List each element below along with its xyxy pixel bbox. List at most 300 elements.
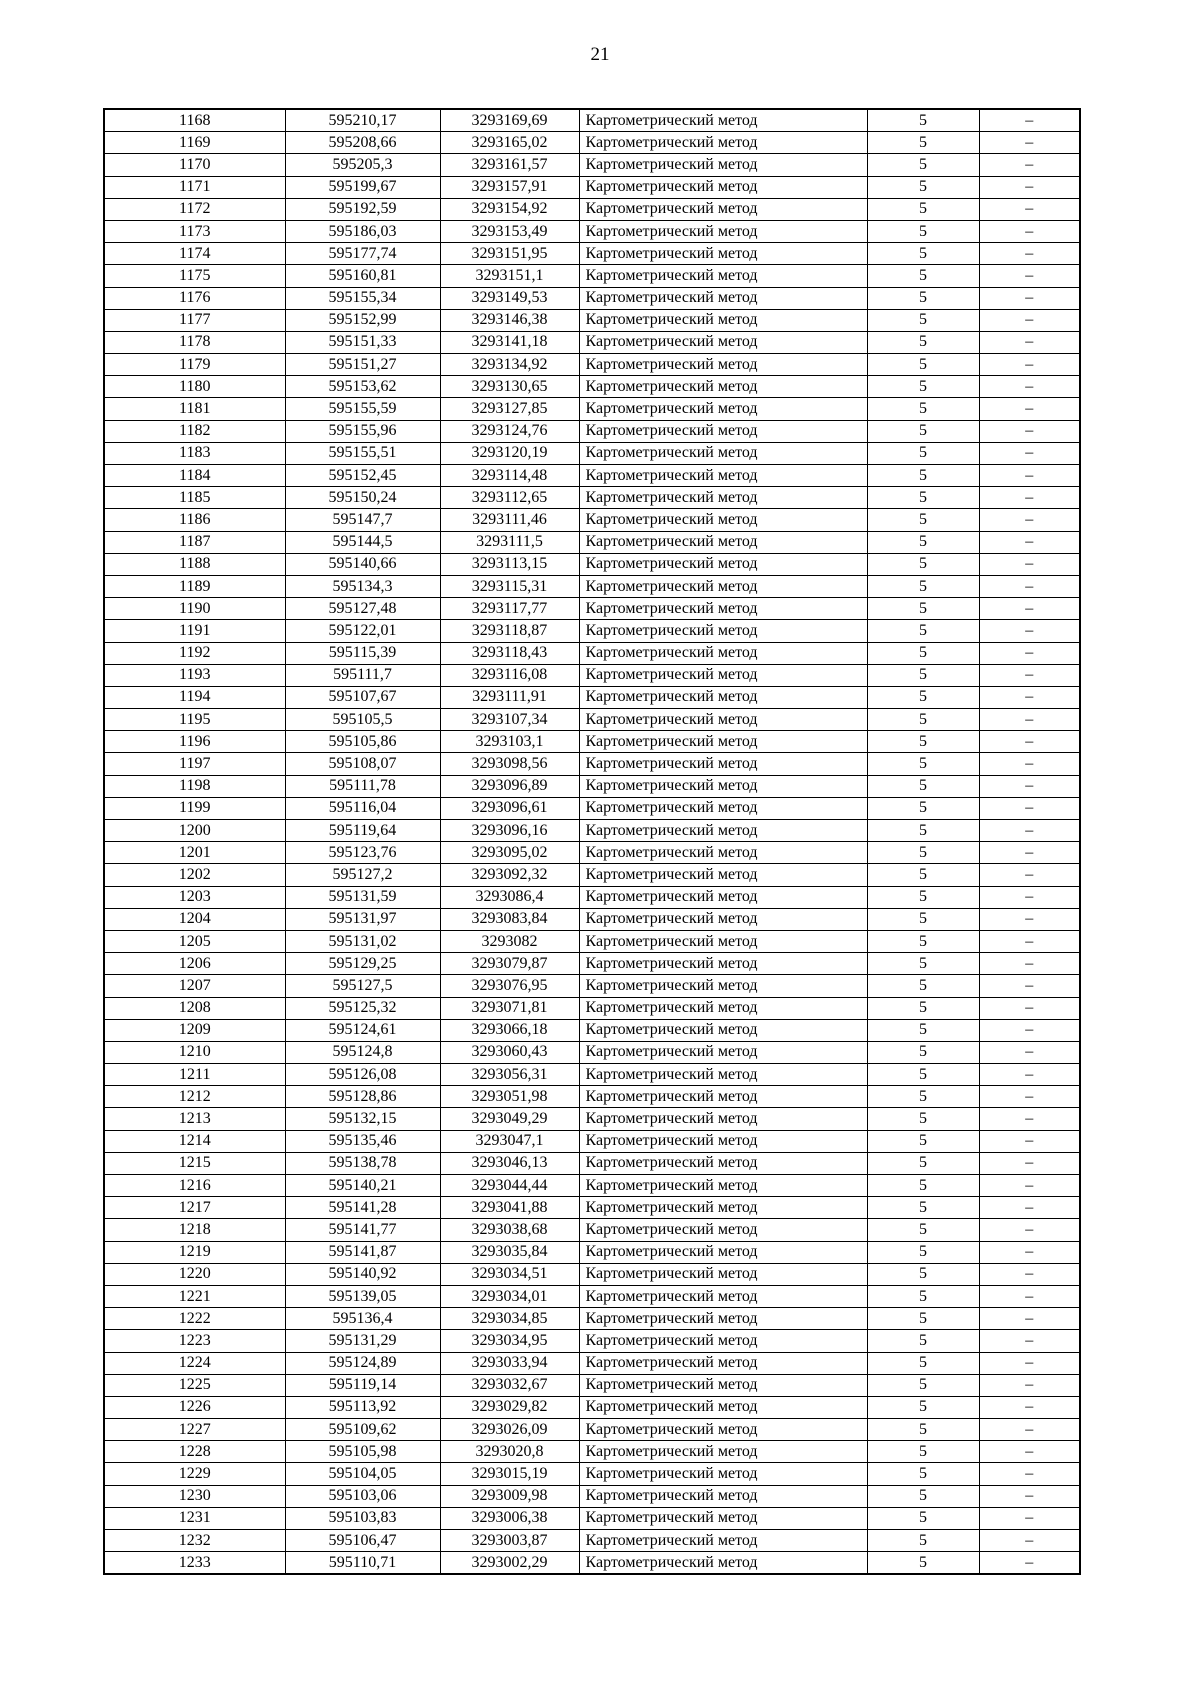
x-coordinate-cell: 595134,3 xyxy=(285,575,440,597)
dash-cell: – xyxy=(979,1175,1080,1197)
dash-cell: – xyxy=(979,642,1080,664)
y-coordinate-cell: 3293033,94 xyxy=(440,1352,579,1374)
dash-cell: – xyxy=(979,1419,1080,1441)
dash-cell: – xyxy=(979,620,1080,642)
x-coordinate-cell: 595109,62 xyxy=(285,1419,440,1441)
table-row xyxy=(104,531,1080,553)
y-coordinate-cell: 3293034,01 xyxy=(440,1285,579,1307)
method-cell: Картометрический метод xyxy=(579,331,867,353)
method-cell: Картометрический метод xyxy=(579,1463,867,1485)
y-coordinate-cell: 3293096,61 xyxy=(440,797,579,819)
method-cell: Картометрический метод xyxy=(579,842,867,864)
y-coordinate-cell: 3293107,34 xyxy=(440,709,579,731)
table-row xyxy=(104,575,1080,597)
dash-cell: – xyxy=(979,309,1080,331)
accuracy-cell: 5 xyxy=(867,1485,979,1507)
x-coordinate-cell: 595135,46 xyxy=(285,1130,440,1152)
point-number-cell: 1173 xyxy=(104,220,285,242)
x-coordinate-cell: 595210,17 xyxy=(285,109,440,132)
point-number-cell: 1178 xyxy=(104,331,285,353)
dash-cell: – xyxy=(979,1019,1080,1041)
point-number-cell: 1205 xyxy=(104,930,285,952)
y-coordinate-cell: 3293113,15 xyxy=(440,553,579,575)
dash-cell: – xyxy=(979,1041,1080,1063)
accuracy-cell: 5 xyxy=(867,1530,979,1552)
point-number-cell: 1196 xyxy=(104,731,285,753)
point-number-cell: 1225 xyxy=(104,1374,285,1396)
method-cell: Картометрический метод xyxy=(579,243,867,265)
coordinates-table xyxy=(103,108,1081,1575)
table-row xyxy=(104,686,1080,708)
dash-cell: – xyxy=(979,575,1080,597)
table-row xyxy=(104,309,1080,331)
accuracy-cell: 5 xyxy=(867,820,979,842)
y-coordinate-cell: 3293153,49 xyxy=(440,220,579,242)
accuracy-cell: 5 xyxy=(867,1330,979,1352)
accuracy-cell: 5 xyxy=(867,575,979,597)
x-coordinate-cell: 595119,14 xyxy=(285,1374,440,1396)
y-coordinate-cell: 3293118,43 xyxy=(440,642,579,664)
method-cell: Картометрический метод xyxy=(579,398,867,420)
dash-cell: – xyxy=(979,1308,1080,1330)
accuracy-cell: 5 xyxy=(867,354,979,376)
x-coordinate-cell: 595155,34 xyxy=(285,287,440,309)
accuracy-cell: 5 xyxy=(867,487,979,509)
y-coordinate-cell: 3293035,84 xyxy=(440,1241,579,1263)
point-number-cell: 1208 xyxy=(104,997,285,1019)
table-row xyxy=(104,864,1080,886)
table-row xyxy=(104,553,1080,575)
x-coordinate-cell: 595108,07 xyxy=(285,753,440,775)
method-cell: Картометрический метод xyxy=(579,265,867,287)
method-cell: Картометрический метод xyxy=(579,953,867,975)
method-cell: Картометрический метод xyxy=(579,1552,867,1575)
point-number-cell: 1185 xyxy=(104,487,285,509)
dash-cell: – xyxy=(979,1263,1080,1285)
point-number-cell: 1222 xyxy=(104,1308,285,1330)
dash-cell: – xyxy=(979,1396,1080,1418)
table-row xyxy=(104,1086,1080,1108)
accuracy-cell: 5 xyxy=(867,176,979,198)
dash-cell: – xyxy=(979,1219,1080,1241)
y-coordinate-cell: 3293118,87 xyxy=(440,620,579,642)
table-row xyxy=(104,376,1080,398)
dash-cell: – xyxy=(979,1197,1080,1219)
table-row xyxy=(104,775,1080,797)
dash-cell: – xyxy=(979,1507,1080,1529)
dash-cell: – xyxy=(979,354,1080,376)
point-number-cell: 1197 xyxy=(104,753,285,775)
y-coordinate-cell: 3293165,02 xyxy=(440,132,579,154)
dash-cell: – xyxy=(979,265,1080,287)
x-coordinate-cell: 595105,5 xyxy=(285,709,440,731)
point-number-cell: 1211 xyxy=(104,1064,285,1086)
point-number-cell: 1180 xyxy=(104,376,285,398)
dash-cell: – xyxy=(979,1130,1080,1152)
accuracy-cell: 5 xyxy=(867,642,979,664)
y-coordinate-cell: 3293009,98 xyxy=(440,1485,579,1507)
dash-cell: – xyxy=(979,908,1080,930)
table-row xyxy=(104,709,1080,731)
table-row xyxy=(104,1241,1080,1263)
x-coordinate-cell: 595138,78 xyxy=(285,1152,440,1174)
point-number-cell: 1217 xyxy=(104,1197,285,1219)
method-cell: Картометрический метод xyxy=(579,797,867,819)
accuracy-cell: 5 xyxy=(867,132,979,154)
y-coordinate-cell: 3293096,89 xyxy=(440,775,579,797)
dash-cell: – xyxy=(979,1285,1080,1307)
x-coordinate-cell: 595122,01 xyxy=(285,620,440,642)
y-coordinate-cell: 3293038,68 xyxy=(440,1219,579,1241)
table-row xyxy=(104,1530,1080,1552)
table-row xyxy=(104,1396,1080,1418)
method-cell: Картометрический метод xyxy=(579,731,867,753)
accuracy-cell: 5 xyxy=(867,1396,979,1418)
accuracy-cell: 5 xyxy=(867,1419,979,1441)
accuracy-cell: 5 xyxy=(867,331,979,353)
point-number-cell: 1203 xyxy=(104,886,285,908)
y-coordinate-cell: 3293079,87 xyxy=(440,953,579,975)
y-coordinate-cell: 3293044,44 xyxy=(440,1175,579,1197)
method-cell: Картометрический метод xyxy=(579,154,867,176)
point-number-cell: 1202 xyxy=(104,864,285,886)
method-cell: Картометрический метод xyxy=(579,1374,867,1396)
y-coordinate-cell: 3293130,65 xyxy=(440,376,579,398)
accuracy-cell: 5 xyxy=(867,731,979,753)
table-row xyxy=(104,509,1080,531)
dash-cell: – xyxy=(979,442,1080,464)
table-row xyxy=(104,886,1080,908)
x-coordinate-cell: 595113,92 xyxy=(285,1396,440,1418)
table-row xyxy=(104,753,1080,775)
x-coordinate-cell: 595177,74 xyxy=(285,243,440,265)
method-cell: Картометрический метод xyxy=(579,975,867,997)
table-row xyxy=(104,620,1080,642)
accuracy-cell: 5 xyxy=(867,1441,979,1463)
dash-cell: – xyxy=(979,176,1080,198)
x-coordinate-cell: 595152,99 xyxy=(285,309,440,331)
method-cell: Картометрический метод xyxy=(579,1419,867,1441)
method-cell: Картометрический метод xyxy=(579,109,867,132)
method-cell: Картометрический метод xyxy=(579,309,867,331)
y-coordinate-cell: 3293098,56 xyxy=(440,753,579,775)
table-row xyxy=(104,420,1080,442)
dash-cell: – xyxy=(979,553,1080,575)
table-row xyxy=(104,975,1080,997)
table-row xyxy=(104,842,1080,864)
y-coordinate-cell: 3293003,87 xyxy=(440,1530,579,1552)
dash-cell: – xyxy=(979,487,1080,509)
accuracy-cell: 5 xyxy=(867,287,979,309)
accuracy-cell: 5 xyxy=(867,1263,979,1285)
x-coordinate-cell: 595104,05 xyxy=(285,1463,440,1485)
x-coordinate-cell: 595107,67 xyxy=(285,686,440,708)
dash-cell: – xyxy=(979,930,1080,952)
table-row xyxy=(104,642,1080,664)
table-row xyxy=(104,930,1080,952)
accuracy-cell: 5 xyxy=(867,465,979,487)
method-cell: Картометрический метод xyxy=(579,620,867,642)
table-row xyxy=(104,1064,1080,1086)
dash-cell: – xyxy=(979,1086,1080,1108)
y-coordinate-cell: 3293149,53 xyxy=(440,287,579,309)
table-row xyxy=(104,664,1080,686)
method-cell: Картометрический метод xyxy=(579,553,867,575)
dash-cell: – xyxy=(979,709,1080,731)
point-number-cell: 1209 xyxy=(104,1019,285,1041)
dash-cell: – xyxy=(979,1530,1080,1552)
x-coordinate-cell: 595131,97 xyxy=(285,908,440,930)
dash-cell: – xyxy=(979,220,1080,242)
point-number-cell: 1174 xyxy=(104,243,285,265)
x-coordinate-cell: 595124,8 xyxy=(285,1041,440,1063)
y-coordinate-cell: 3293034,85 xyxy=(440,1308,579,1330)
y-coordinate-cell: 3293049,29 xyxy=(440,1108,579,1130)
method-cell: Картометрический метод xyxy=(579,1530,867,1552)
point-number-cell: 1171 xyxy=(104,176,285,198)
y-coordinate-cell: 3293116,08 xyxy=(440,664,579,686)
dash-cell: – xyxy=(979,1485,1080,1507)
accuracy-cell: 5 xyxy=(867,1152,979,1174)
table-row xyxy=(104,1419,1080,1441)
y-coordinate-cell: 3293151,95 xyxy=(440,243,579,265)
y-coordinate-cell: 3293095,02 xyxy=(440,842,579,864)
table-row xyxy=(104,1441,1080,1463)
dash-cell: – xyxy=(979,287,1080,309)
table-row xyxy=(104,198,1080,220)
point-number-cell: 1184 xyxy=(104,465,285,487)
dash-cell: – xyxy=(979,820,1080,842)
point-number-cell: 1227 xyxy=(104,1419,285,1441)
point-number-cell: 1229 xyxy=(104,1463,285,1485)
accuracy-cell: 5 xyxy=(867,442,979,464)
method-cell: Картометрический метод xyxy=(579,1330,867,1352)
y-coordinate-cell: 3293114,48 xyxy=(440,465,579,487)
method-cell: Картометрический метод xyxy=(579,886,867,908)
accuracy-cell: 5 xyxy=(867,1352,979,1374)
accuracy-cell: 5 xyxy=(867,930,979,952)
y-coordinate-cell: 3293006,38 xyxy=(440,1507,579,1529)
x-coordinate-cell: 595205,3 xyxy=(285,154,440,176)
dash-cell: – xyxy=(979,109,1080,132)
accuracy-cell: 5 xyxy=(867,842,979,864)
x-coordinate-cell: 595153,62 xyxy=(285,376,440,398)
method-cell: Картометрический метод xyxy=(579,287,867,309)
point-number-cell: 1223 xyxy=(104,1330,285,1352)
y-coordinate-cell: 3293002,29 xyxy=(440,1552,579,1575)
x-coordinate-cell: 595131,02 xyxy=(285,930,440,952)
accuracy-cell: 5 xyxy=(867,709,979,731)
y-coordinate-cell: 3293134,92 xyxy=(440,354,579,376)
point-number-cell: 1201 xyxy=(104,842,285,864)
table-row xyxy=(104,1374,1080,1396)
accuracy-cell: 5 xyxy=(867,220,979,242)
table-row xyxy=(104,1263,1080,1285)
x-coordinate-cell: 595208,66 xyxy=(285,132,440,154)
method-cell: Картометрический метод xyxy=(579,686,867,708)
method-cell: Картометрический метод xyxy=(579,1507,867,1529)
point-number-cell: 1169 xyxy=(104,132,285,154)
method-cell: Картометрический метод xyxy=(579,1108,867,1130)
table-row xyxy=(104,109,1080,132)
dash-cell: – xyxy=(979,331,1080,353)
x-coordinate-cell: 595155,51 xyxy=(285,442,440,464)
x-coordinate-cell: 595127,5 xyxy=(285,975,440,997)
y-coordinate-cell: 3293115,31 xyxy=(440,575,579,597)
accuracy-cell: 5 xyxy=(867,1285,979,1307)
y-coordinate-cell: 3293096,16 xyxy=(440,820,579,842)
method-cell: Картометрический метод xyxy=(579,531,867,553)
method-cell: Картометрический метод xyxy=(579,908,867,930)
table-row xyxy=(104,1108,1080,1130)
accuracy-cell: 5 xyxy=(867,1219,979,1241)
table-row xyxy=(104,1285,1080,1307)
x-coordinate-cell: 595186,03 xyxy=(285,220,440,242)
point-number-cell: 1232 xyxy=(104,1530,285,1552)
accuracy-cell: 5 xyxy=(867,598,979,620)
method-cell: Картометрический метод xyxy=(579,132,867,154)
dash-cell: – xyxy=(979,1463,1080,1485)
point-number-cell: 1230 xyxy=(104,1485,285,1507)
method-cell: Картометрический метод xyxy=(579,1086,867,1108)
accuracy-cell: 5 xyxy=(867,908,979,930)
x-coordinate-cell: 595131,29 xyxy=(285,1330,440,1352)
x-coordinate-cell: 595131,59 xyxy=(285,886,440,908)
table-row xyxy=(104,908,1080,930)
table-row xyxy=(104,487,1080,509)
method-cell: Картометрический метод xyxy=(579,1396,867,1418)
accuracy-cell: 5 xyxy=(867,775,979,797)
point-number-cell: 1226 xyxy=(104,1396,285,1418)
dash-cell: – xyxy=(979,842,1080,864)
table-row xyxy=(104,1130,1080,1152)
point-number-cell: 1175 xyxy=(104,265,285,287)
point-number-cell: 1224 xyxy=(104,1352,285,1374)
method-cell: Картометрический метод xyxy=(579,1485,867,1507)
method-cell: Картометрический метод xyxy=(579,376,867,398)
dash-cell: – xyxy=(979,953,1080,975)
point-number-cell: 1210 xyxy=(104,1041,285,1063)
method-cell: Картометрический метод xyxy=(579,1241,867,1263)
dash-cell: – xyxy=(979,243,1080,265)
y-coordinate-cell: 3293103,1 xyxy=(440,731,579,753)
accuracy-cell: 5 xyxy=(867,109,979,132)
table-row xyxy=(104,1197,1080,1219)
table-row xyxy=(104,1552,1080,1575)
point-number-cell: 1233 xyxy=(104,1552,285,1575)
table-row xyxy=(104,820,1080,842)
point-number-cell: 1220 xyxy=(104,1263,285,1285)
method-cell: Картометрический метод xyxy=(579,176,867,198)
x-coordinate-cell: 595127,48 xyxy=(285,598,440,620)
method-cell: Картометрический метод xyxy=(579,1263,867,1285)
method-cell: Картометрический метод xyxy=(579,487,867,509)
accuracy-cell: 5 xyxy=(867,864,979,886)
method-cell: Картометрический метод xyxy=(579,354,867,376)
dash-cell: – xyxy=(979,753,1080,775)
accuracy-cell: 5 xyxy=(867,398,979,420)
y-coordinate-cell: 3293056,31 xyxy=(440,1064,579,1086)
point-number-cell: 1216 xyxy=(104,1175,285,1197)
point-number-cell: 1200 xyxy=(104,820,285,842)
table-row xyxy=(104,997,1080,1019)
accuracy-cell: 5 xyxy=(867,1463,979,1485)
accuracy-cell: 5 xyxy=(867,243,979,265)
y-coordinate-cell: 3293111,91 xyxy=(440,686,579,708)
accuracy-cell: 5 xyxy=(867,620,979,642)
method-cell: Картометрический метод xyxy=(579,598,867,620)
accuracy-cell: 5 xyxy=(867,309,979,331)
dash-cell: – xyxy=(979,1552,1080,1575)
y-coordinate-cell: 3293112,65 xyxy=(440,487,579,509)
x-coordinate-cell: 595140,21 xyxy=(285,1175,440,1197)
method-cell: Картометрический метод xyxy=(579,575,867,597)
table-row xyxy=(104,176,1080,198)
x-coordinate-cell: 595105,98 xyxy=(285,1441,440,1463)
accuracy-cell: 5 xyxy=(867,154,979,176)
dash-cell: – xyxy=(979,598,1080,620)
accuracy-cell: 5 xyxy=(867,1108,979,1130)
dash-cell: – xyxy=(979,686,1080,708)
point-number-cell: 1219 xyxy=(104,1241,285,1263)
x-coordinate-cell: 595140,92 xyxy=(285,1263,440,1285)
dash-cell: – xyxy=(979,465,1080,487)
point-number-cell: 1179 xyxy=(104,354,285,376)
table-row xyxy=(104,1175,1080,1197)
point-number-cell: 1193 xyxy=(104,664,285,686)
x-coordinate-cell: 595160,81 xyxy=(285,265,440,287)
table-row xyxy=(104,354,1080,376)
x-coordinate-cell: 595192,59 xyxy=(285,198,440,220)
y-coordinate-cell: 3293117,77 xyxy=(440,598,579,620)
accuracy-cell: 5 xyxy=(867,664,979,686)
dash-cell: – xyxy=(979,1108,1080,1130)
y-coordinate-cell: 3293060,43 xyxy=(440,1041,579,1063)
y-coordinate-cell: 3293120,19 xyxy=(440,442,579,464)
point-number-cell: 1228 xyxy=(104,1441,285,1463)
dash-cell: – xyxy=(979,975,1080,997)
dash-cell: – xyxy=(979,531,1080,553)
x-coordinate-cell: 595110,71 xyxy=(285,1552,440,1575)
y-coordinate-cell: 3293071,81 xyxy=(440,997,579,1019)
y-coordinate-cell: 3293157,91 xyxy=(440,176,579,198)
y-coordinate-cell: 3293032,67 xyxy=(440,1374,579,1396)
method-cell: Картометрический метод xyxy=(579,465,867,487)
y-coordinate-cell: 3293076,95 xyxy=(440,975,579,997)
point-number-cell: 1172 xyxy=(104,198,285,220)
x-coordinate-cell: 595125,32 xyxy=(285,997,440,1019)
table-row xyxy=(104,243,1080,265)
accuracy-cell: 5 xyxy=(867,1507,979,1529)
x-coordinate-cell: 595129,25 xyxy=(285,953,440,975)
x-coordinate-cell: 595103,83 xyxy=(285,1507,440,1529)
y-coordinate-cell: 3293161,57 xyxy=(440,154,579,176)
method-cell: Картометрический метод xyxy=(579,753,867,775)
y-coordinate-cell: 3293141,18 xyxy=(440,331,579,353)
method-cell: Картометрический метод xyxy=(579,420,867,442)
y-coordinate-cell: 3293169,69 xyxy=(440,109,579,132)
y-coordinate-cell: 3293151,1 xyxy=(440,265,579,287)
method-cell: Картометрический метод xyxy=(579,509,867,531)
table-row xyxy=(104,1352,1080,1374)
method-cell: Картометрический метод xyxy=(579,642,867,664)
accuracy-cell: 5 xyxy=(867,1019,979,1041)
point-number-cell: 1206 xyxy=(104,953,285,975)
dash-cell: – xyxy=(979,775,1080,797)
accuracy-cell: 5 xyxy=(867,531,979,553)
y-coordinate-cell: 3293066,18 xyxy=(440,1019,579,1041)
table-row xyxy=(104,1219,1080,1241)
